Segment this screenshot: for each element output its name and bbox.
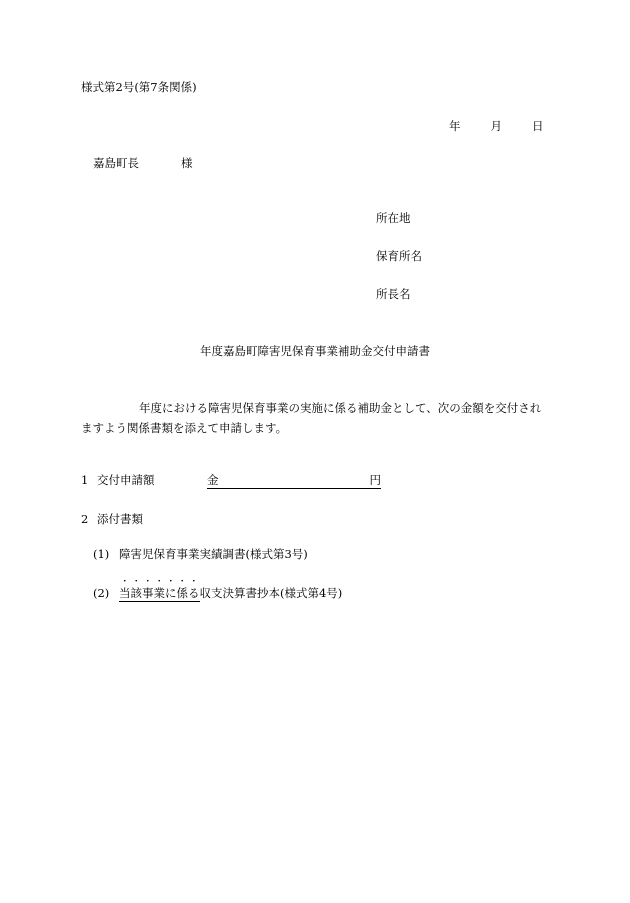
date-line: [449, 118, 544, 134]
addressee-name: 嘉島町長: [93, 156, 139, 170]
applicant-director-label: 所長名: [376, 287, 411, 301]
applicant-facility-label: 保育所名: [376, 249, 422, 263]
item2-label: 添付書類: [97, 512, 143, 526]
attachment-2-emphasis: [119, 577, 200, 602]
addressee-honorific: 様: [181, 156, 193, 170]
date-year-unit: 年: [449, 119, 461, 133]
attachment-2-text: 収支決算書抄本(様式第4号): [199, 586, 343, 600]
amount-prefix: 金: [207, 473, 219, 487]
amount-unit: 円: [369, 473, 381, 487]
attachment-1-number: (1): [93, 547, 110, 561]
attachment-item-2: [93, 577, 343, 602]
addressee: [93, 155, 193, 171]
attachment-1-text: 障害児保育事業実績調書(様式第3号): [119, 547, 308, 561]
document-title: 年度嘉島町障害児保育事業補助金交付申請書: [200, 344, 430, 358]
applicant-address-label: 所在地: [376, 211, 411, 225]
attachment-2-emphasized-text: 当該事業に係る: [119, 586, 200, 600]
date-month-unit: 月: [490, 119, 502, 133]
attachment-2-number: (2): [93, 586, 110, 600]
item-application-amount: [81, 472, 381, 489]
amount-field: [207, 472, 381, 489]
form-number: 様式第2号(第7条関係): [81, 80, 197, 94]
emphasis-dots: ・ ・ ・ ・ ・ ・ ・: [120, 577, 199, 587]
item2-number: 2: [81, 512, 89, 526]
date-day-unit: 日: [532, 119, 544, 133]
item1-label: 交付申請額: [97, 473, 155, 487]
item1-number: 1: [81, 473, 89, 487]
attachment-item-1: [93, 546, 308, 562]
item-attachments: [81, 511, 143, 527]
body-text: 年度における障害児保育事業の実施に係る補助金として、次の金額を交付されますよう関係書類を添えて申請します。: [81, 401, 542, 435]
